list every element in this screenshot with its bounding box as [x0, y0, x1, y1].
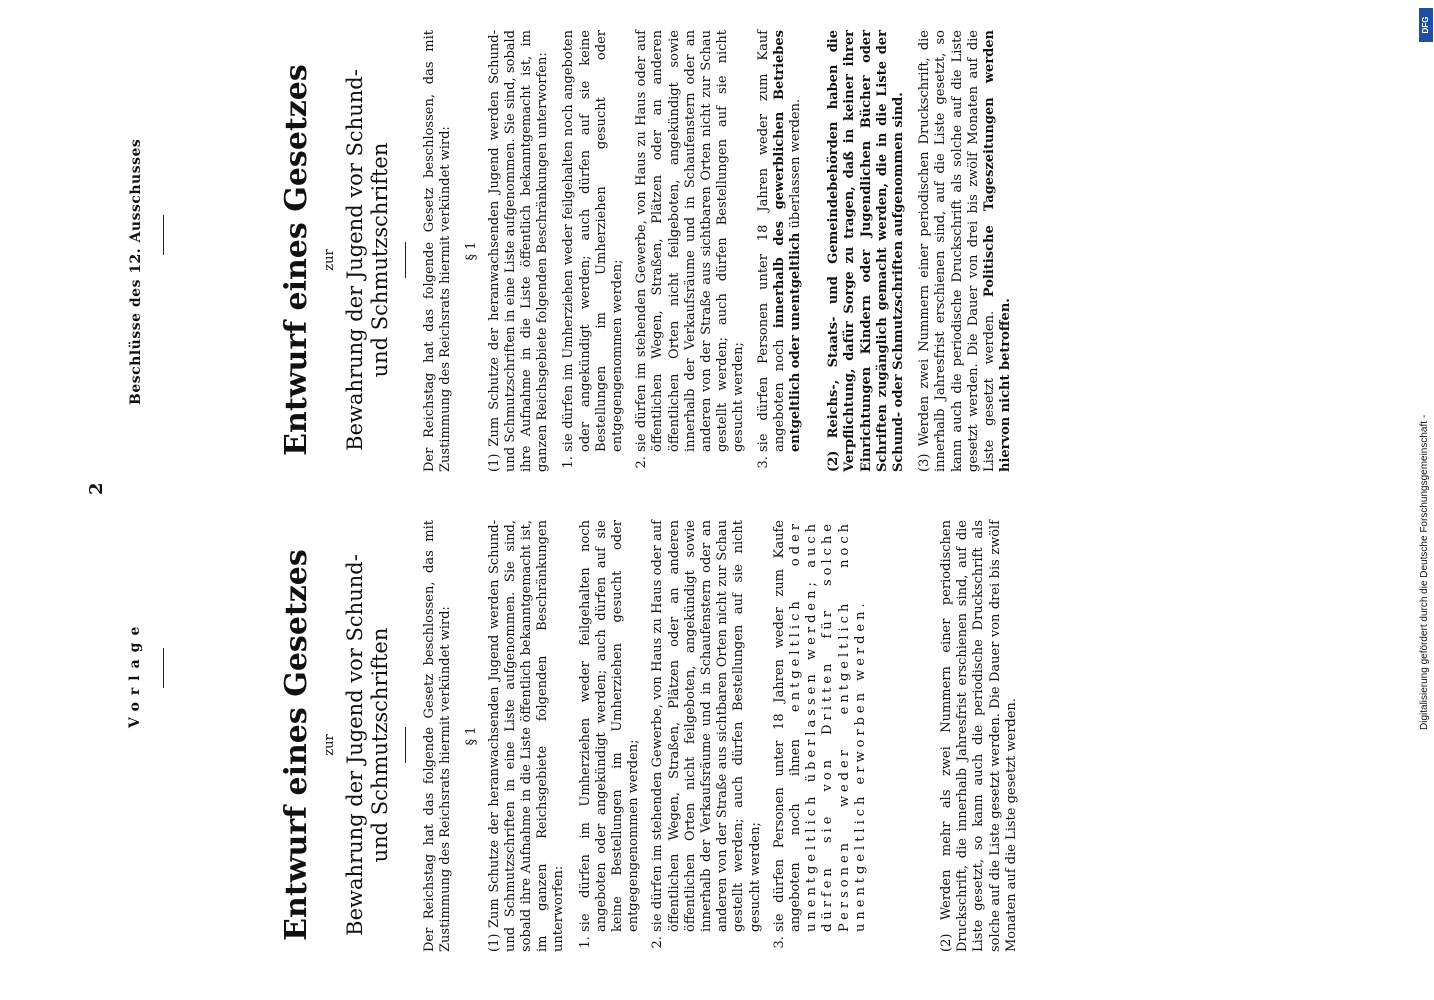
right-item-3	[756, 30, 805, 452]
left-column	[280, 520, 1030, 970]
right-paragraph-3-part-b: Politische Tageszeitungen werden hiervon nicht betroffen.	[982, 30, 1014, 472]
right-title-zur: zur	[322, 249, 337, 271]
right-paragraph-3	[917, 30, 1014, 472]
right-intro: Der Reichstag hat das folgende Gesetz beschlossen, das mit Zustimmung des Reichsrats hiermit verkündet wird:	[422, 30, 454, 472]
right-item-3-part-c: überlassen werden.	[788, 98, 804, 233]
right-column	[280, 30, 1025, 490]
dfg-logo: DFG	[1419, 8, 1433, 42]
right-section-heading: § 1	[464, 241, 480, 261]
right-paragraph-1: (1) Zum Schutze der heranwachsenden Jugend werden Schund- und Schmutzschriften in eine Liste aufgenommen. Sie sind, sobald ihre Aufnahme in die Liste öffentlich bekanntgemacht ist, im ganzen Reichsgebiete folgenden Beschränkungen unterworfen:	[486, 30, 551, 472]
left-intro: Der Reichstag hat das folgende Gesetz beschlossen, das mit Zustimmung des Reichsrats hiermit verkündet wird:	[422, 520, 454, 952]
right-column-header: Beschlüsse des 12. Ausschusses	[128, 138, 144, 405]
right-item-2: 2. sie dürfen im stehenden Gewerbe, von Haus zu Haus oder auf öffentlichen Wegen, Straßen, Plätzen oder an anderen öffentlichen Orten nicht feilgeboten, angekündigt sowie innerhalb der Verkaufsräume und in Schaufenstern oder an anderen von der Straße aus sichtbaren Orten nicht zur Schau gestellt werden; auch dürfen Bestellungen auf sie nicht gesucht werden;	[634, 30, 747, 452]
left-item-3	[772, 520, 869, 932]
left-bill-subtitle: Bewahrung der Jugend vor Schund- und Schmutzschriften	[343, 554, 392, 936]
left-item-1: 1. sie dürfen im Umherziehen weder feilgehalten noch angeboten oder angekündigt werden; auch dürfen auf sie keine Bestellungen im Umherziehen gesucht oder entgegengenommen werden;	[578, 520, 643, 932]
right-item-3-part-a: sie dürfen Personen unter 18 Jahren weder zum Kauf angeboten noch	[755, 30, 787, 452]
right-paragraph-3-part-a: (3) Werden zwei Nummern einer periodischen Druckschrift, die innerhalb Jahresfrist erschienen sind, auf die Liste gesetzt, so kann auch die periodische Druckschrift als solche auf die Liste gesetzt werden. Die Dauer von drei bis zwölf Monaten auf die Liste gesetzt werden.	[917, 30, 998, 472]
right-title-rule	[405, 242, 406, 278]
right-item-3-part-b: innerhalb des gewerblichen Betriebes entgeltlich oder unentgeltlich	[771, 30, 804, 452]
right-body	[422, 30, 1015, 490]
right-restriction-list	[561, 30, 804, 472]
right-paragraph-2: (2) Reichs-, Staats- und Gemeindebehörden haben die Verpflichtung, dafür Sorge zu tragen, daß in keiner ihrer Einrichtungen Kindern oder Jugendlichen Bücher oder Schriften zugänglich gemacht werden, die in die Liste der Schund- oder Schmutzschriften aufgenommen sind.	[826, 30, 907, 472]
left-body	[422, 520, 1020, 970]
right-bill-subtitle: Bewahrung der Jugend vor Schund- und Schmutzschriften	[343, 69, 392, 451]
left-title-zur: zur	[322, 734, 337, 756]
left-restriction-list	[578, 520, 869, 952]
left-item-3-part-b: entgeltlich oder unentgeltlich überlassen werden; auch dürfen sie von Dritten für solche Personen weder entgeltlich noch unentgeltlich erworben werden.	[788, 520, 868, 932]
left-title-rule	[405, 727, 406, 763]
digitization-credit: Digitalisierung gefördert durch die Deutsche Forschungsgemeinschaft -	[1419, 414, 1430, 730]
left-header-rule	[163, 648, 164, 688]
left-paragraph-2: (2) Werden mehr als zwei Nummern einer periodischen Druckschrift, die innerhalb Jahresfrist erschienen sind, auf die Liste gesetzt, so kann auch die periodische Druckschrift als solche auf die Liste gesetzt werden. Die Dauer von drei bis zwölf Monaten auf die Liste gesetzt werden.	[939, 520, 1019, 952]
left-column-header: Vorlage	[127, 619, 143, 728]
left-item-3-part-a: sie dürfen Personen unter 18 Jahren weder zum Kaufe angeboten noch ihnen	[771, 520, 804, 932]
right-header-rule	[163, 215, 164, 255]
left-item-2: 2. sie dürfen im stehenden Gewerbe, von Haus zu Haus oder auf öffentlichen Wegen, Straßen, Plätzen oder an anderen öffentlichen Orten nicht feilgeboten, angekündigt sowie innerhalb der Verkaufsräume und in Schaufenstern oder an anderen von der Straße aus sichtbaren Orten nicht zur Schau gestellt werden; auch dürfen Bestellungen auf sie nicht gesucht werden;	[650, 520, 763, 932]
left-section-heading: § 1	[464, 726, 480, 746]
credit-strip	[1417, 0, 1434, 1000]
right-bill-title: Entwurf eines Gesetzes	[279, 64, 314, 456]
page-number: 2	[86, 481, 107, 495]
right-item-1: 1. sie dürfen im Umherziehen weder feilgehalten noch angeboten oder angekündigt werden; auch dürfen auf sie keine Bestellungen im Umherziehen gesucht oder entgegengenommen werden;	[561, 30, 626, 452]
left-bill-title: Entwurf eines Gesetzes	[279, 549, 314, 941]
left-paragraph-1: (1) Zum Schutze der heranwachsenden Jugend werden Schund- und Schmutzschriften in eine Liste aufgenommen. Sie sind, sobald ihre Aufnahme in die Liste öffentlich bekanntgemacht ist, im ganzen Reichsgebiete folgenden Beschränkungen unterworfen:	[486, 520, 567, 952]
